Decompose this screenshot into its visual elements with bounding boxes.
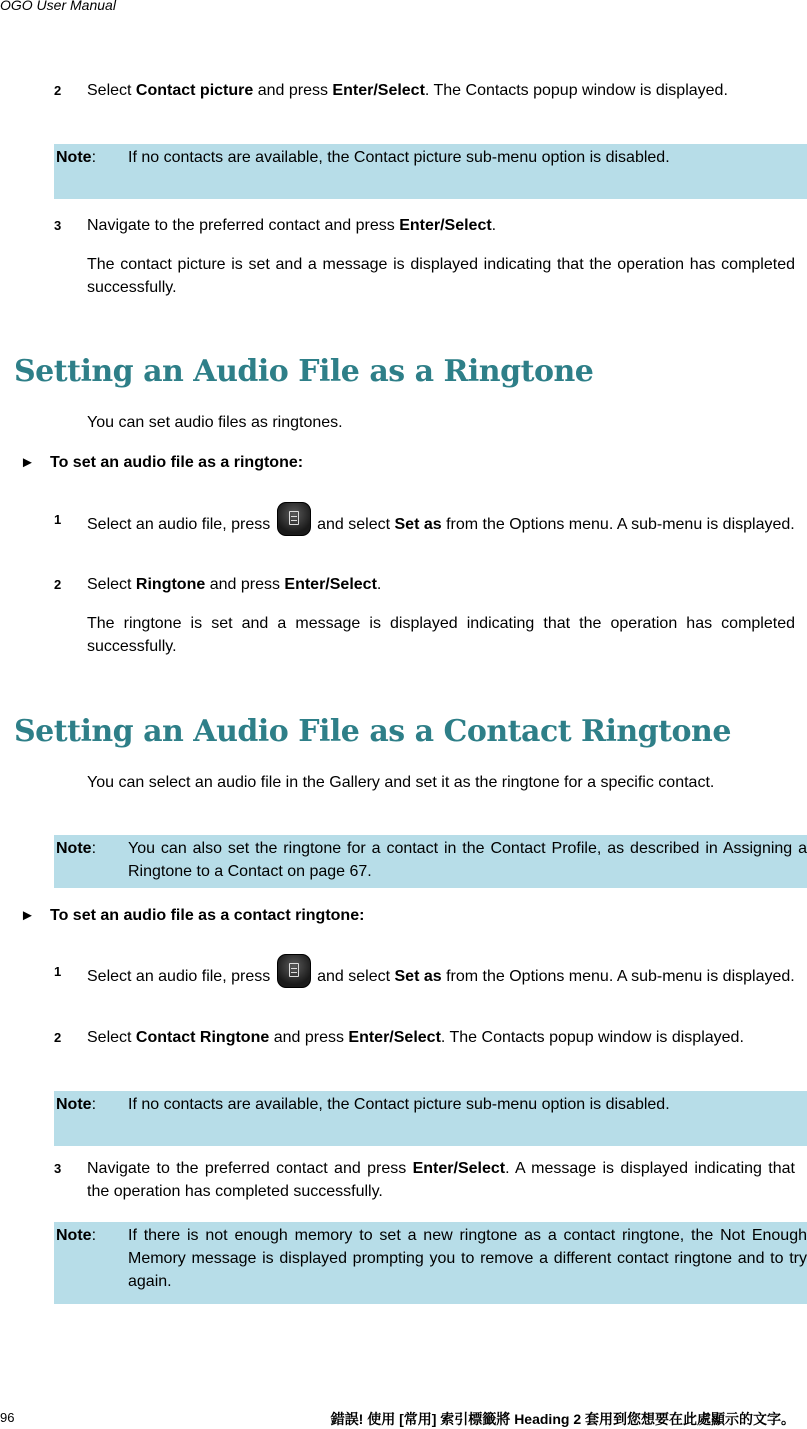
step-number: 2: [54, 577, 62, 592]
note-text: If there is not enough memory to set a new ringtone as a contact ringtone, the Not Enough Memory message is displayed prompting you to remove a different contact ringtone and to try again.: [128, 1227, 807, 1290]
result-text: The contact picture is set and a message is displayed indicating that the operation has completed successfully.: [87, 256, 795, 296]
footer-error-text: 錯誤! 使用 [常用] 索引標籤將 Heading 2 套用到您想要在此處顯示的文字。: [330, 1411, 795, 1427]
result-text: The ringtone is set and a message is displayed indicating that the operation has completed successfully.: [87, 615, 795, 655]
step-text: Select Contact Ringtone and press Enter/Select. The Contacts popup window is displayed.: [87, 1029, 744, 1046]
step-text: Navigate to the preferred contact and press Enter/Select.: [87, 217, 497, 234]
note-label: Note:: [56, 1096, 97, 1113]
options-menu-icon: [277, 954, 311, 988]
note-text: If no contacts are available, the Contact picture sub-menu option is disabled.: [128, 149, 670, 166]
step-number: 3: [54, 218, 62, 233]
note-label: Note:: [56, 1227, 97, 1244]
procedure-title: ► To set an audio file as a contact ringtone:: [20, 904, 364, 927]
step-text: Select Contact picture and press Enter/Select. The Contacts popup window is displayed.: [87, 82, 728, 99]
procedure-title: ► To set an audio file as a ringtone:: [20, 451, 303, 474]
intro-text: You can select an audio file in the Gallery and set it as the ringtone for a specific contact.: [87, 774, 715, 791]
step-number: 1: [54, 512, 62, 527]
step-text: Select an audio file, press and select Set as from the Options menu. A sub-menu is displayed.: [87, 508, 795, 542]
note-text: You can also set the ringtone for a contact in the Contact Profile, as described in Assigning a Ringtone to a Contact on page 67.: [128, 840, 807, 880]
options-menu-icon: [277, 502, 311, 536]
step-text: Select an audio file, press and select Set as from the Options menu. A sub-menu is displayed.: [87, 960, 795, 994]
step-text: Navigate to the preferred contact and press Enter/Select. A message is displayed indicating that the operation has completed successfully.: [87, 1160, 795, 1200]
note-label: Note:: [56, 840, 97, 857]
step-number: 2: [54, 1030, 62, 1045]
note-text: If no contacts are available, the Contact picture sub-menu option is disabled.: [128, 1096, 670, 1113]
triangle-arrow-icon: ►: [20, 907, 35, 924]
intro-text: You can set audio files as ringtones.: [87, 414, 343, 431]
section-heading: Setting an Audio File as a Contact Ringtone: [14, 714, 731, 749]
step-number: 2: [54, 83, 62, 98]
note-label: Note:: [56, 149, 97, 166]
note-box: [54, 1091, 807, 1146]
section-heading: Setting an Audio File as a Ringtone: [14, 354, 594, 389]
step-number: 1: [54, 964, 62, 979]
page-number: 96: [0, 1410, 15, 1425]
triangle-arrow-icon: ►: [20, 454, 35, 471]
note-box: [54, 835, 807, 888]
note-box: [54, 144, 807, 199]
step-text: Select Ringtone and press Enter/Select.: [87, 576, 382, 593]
step-number: 3: [54, 1161, 62, 1176]
running-header: OGO User Manual: [0, 0, 116, 13]
note-box: [54, 1222, 807, 1304]
